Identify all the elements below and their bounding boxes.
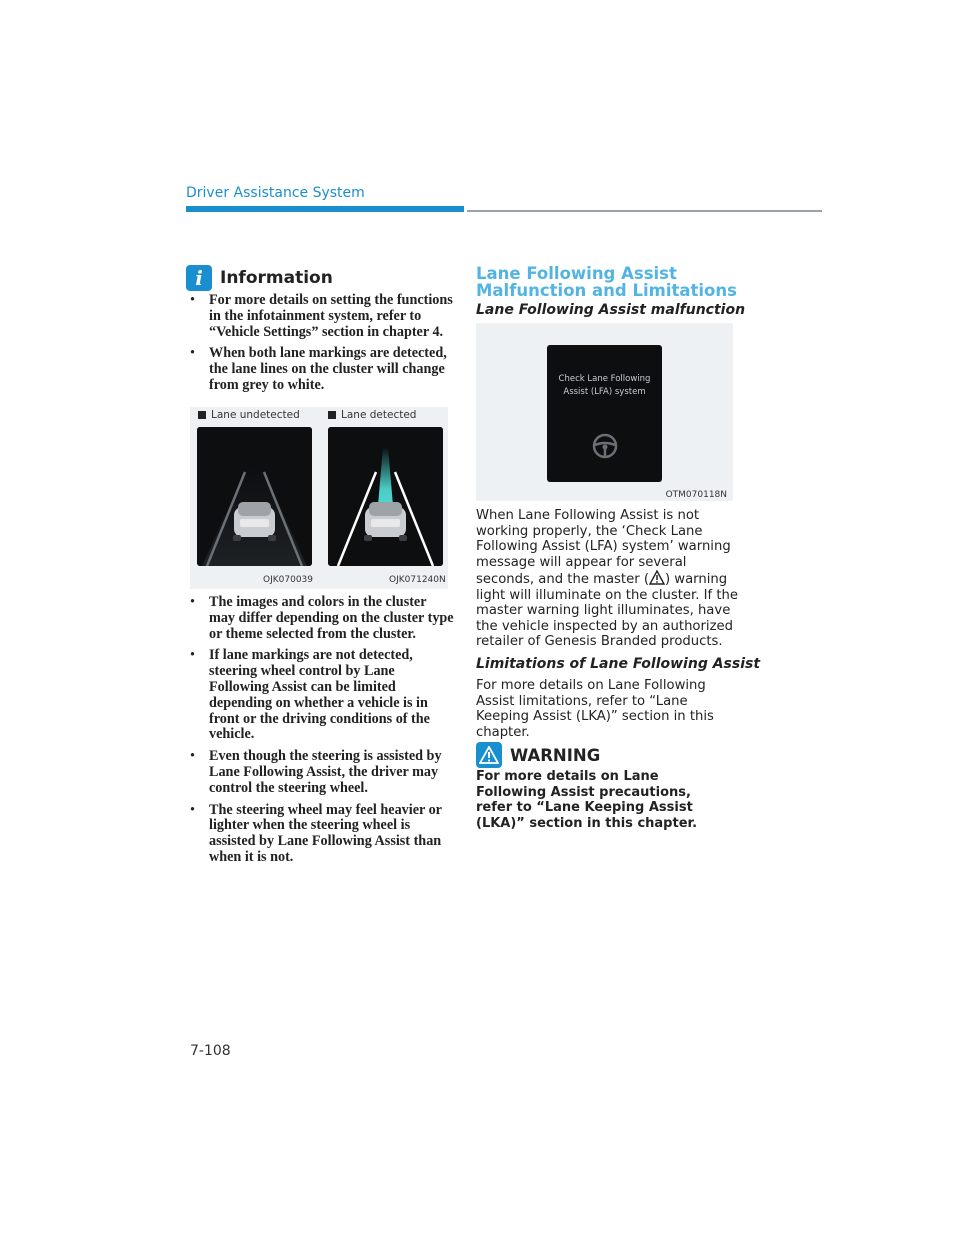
cluster-screen-lane-undetected [197, 427, 312, 566]
panel-caption-undetected: Lane undetected [198, 409, 300, 421]
steering-wheel-icon [590, 431, 620, 461]
list-item: • If lane markings are not detected, steering wheel control by Lane Following Assist can be limited depending on whether a vehicle is in front or the driving conditions of the vehicle. [186, 648, 454, 743]
lane-detected-illustration [328, 427, 443, 566]
list-item: • When both lane markings are detected, the lane lines on the cluster will change from grey to white. [186, 346, 454, 393]
header-rule-accent [186, 206, 464, 212]
section-title: Driver Assistance System [186, 185, 365, 201]
image-code: OJK070039 [263, 575, 313, 585]
header-rule [467, 210, 822, 212]
section-heading: Lane Following Assist Malfunction and Limitations [476, 264, 737, 300]
square-bullet-icon [328, 411, 336, 419]
square-bullet-icon [198, 411, 206, 419]
cluster-screen-warning [547, 345, 662, 482]
malfunction-subheading: Lane Following Assist malfunction [476, 302, 746, 318]
warning-text: For more details on Lane Following Assist precautions, refer to “Lane Keeping Assist (LKA)” section in this chapter. [476, 769, 698, 831]
warning-label: WARNING [510, 745, 601, 765]
malfunction-paragraph: When Lane Following Assist is not working properly, the ‘Check Lane Following Assist (LFA) system’ warning message will appear for several seconds, and the master ( ) warning light will illuminate on the cluster. If the master warning light illuminates, have the vehicle inspected by an authorized retailer of Genesis Branded products. [476, 508, 739, 649]
lane-undetected-illustration [197, 427, 312, 566]
limitations-heading: Limitations of Lane Following Assist [476, 656, 761, 672]
car-icon [233, 502, 276, 541]
image-code: OJK071240N [389, 575, 446, 585]
info-icon: i [186, 265, 212, 291]
information-label: Information [220, 268, 333, 288]
info-bullets-bottom [186, 595, 454, 872]
page-number: 7-108 [190, 1043, 231, 1059]
master-warning-icon [649, 570, 665, 585]
list-item: • Even though the steering is assisted by Lane Following Assist, the driver may control the steering wheel. [186, 749, 454, 796]
panel-caption-detected: Lane detected [328, 409, 416, 421]
image-code: OTM070118N [665, 490, 727, 500]
info-bullets-top [186, 293, 454, 400]
cluster-warning-message: Check Lane Following Assist (LFA) system [558, 374, 651, 397]
cluster-screen-lane-detected [328, 427, 443, 566]
car-icon [364, 502, 407, 541]
information-heading [186, 265, 333, 291]
list-item: • The steering wheel may feel heavier or lighter when the steering wheel is assisted by Lane Following Assist than when it is not. [186, 803, 454, 866]
limitations-paragraph: For more details on Lane Following Assist limitations, refer to “Lane Keeping Assist (LKA)” section in this chapter. [476, 678, 714, 740]
list-item: • For more details on setting the functions in the infotainment system, refer to “Vehicle Settings” section in chapter 4. [186, 293, 454, 340]
cluster-lane-figure [190, 407, 448, 589]
list-item: • The images and colors in the cluster may differ depending on the cluster type or theme selected from the cluster. [186, 595, 454, 642]
cluster-warning-figure [476, 323, 733, 501]
warning-heading [476, 742, 600, 768]
warning-triangle-icon [476, 742, 502, 768]
